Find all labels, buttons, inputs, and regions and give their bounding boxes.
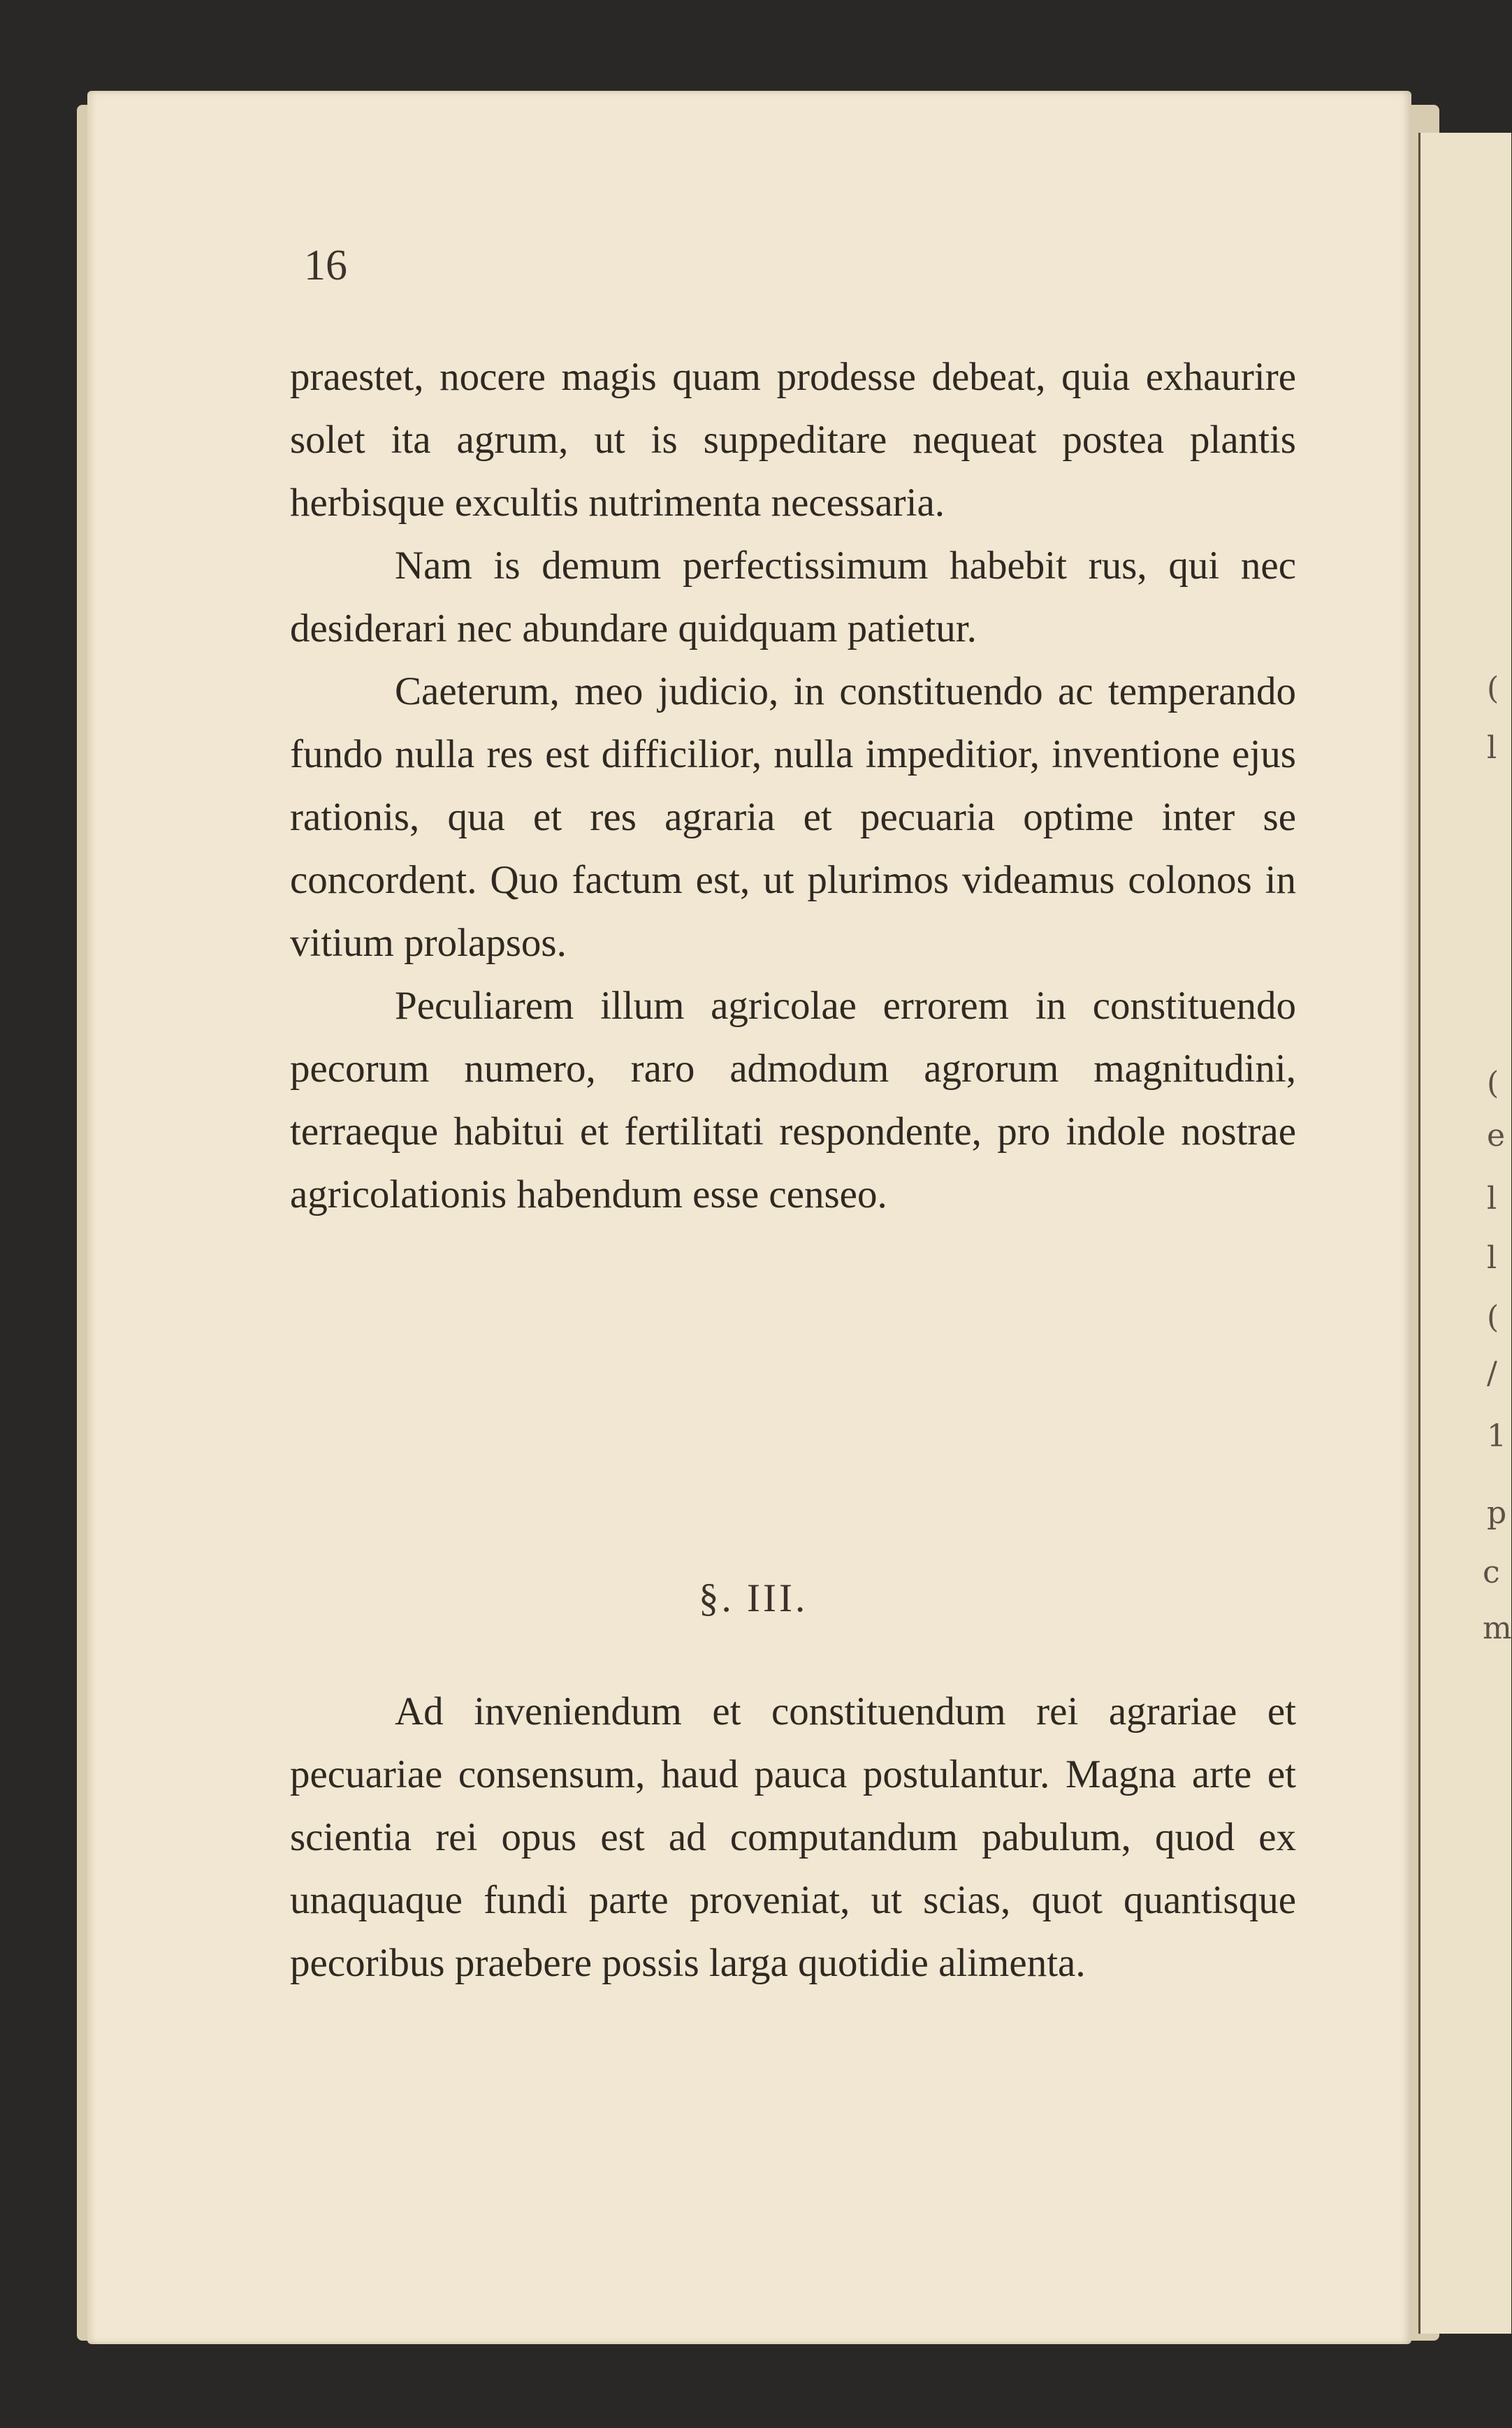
section-text [290, 1680, 1296, 1995]
next-page-edge [1418, 133, 1511, 2334]
next-page-fragment: l [1487, 730, 1497, 766]
paragraph: Ad inveniendum et constituendum rei agrariae et pecuariae consensum, haud pauca postulantur. Magna arte et scientia rei opus est ad computandum pabulum, quod ex unaquaque fundi parte proveniat, ut scias, quot quantisque pecoribus praebere possis larga quotidie alimenta. [290, 1689, 1296, 1985]
next-page-fragment: 1 [1487, 1418, 1506, 1454]
next-page-fragment: p [1487, 1495, 1507, 1531]
main-text [290, 346, 1296, 1226]
next-page-fragment: e [1487, 1118, 1506, 1154]
next-page-fragment: l [1487, 1240, 1497, 1276]
next-page-fragment: ( [1487, 1300, 1499, 1335]
next-page-fragment: c [1483, 1555, 1500, 1590]
paragraph: Caeterum, meo judicio, in constituendo ac temperando fundo nulla res est difficilior, nulla impeditior, inventione ejus rationis, qua et res agraria et pecuaria optime inter se concordent. Quo factum est, ut plurimos videamus colonos in vitium prolapsos. [290, 669, 1296, 965]
paragraph: Peculiarem illum agricolae errorem in constituendo pecorum numero, raro admodum agrorum magnitudini, terraeque habitui et fertilitati respondente, pro indole nostrae agricolationis habendum esse censeo. [290, 984, 1296, 1216]
next-page-fragment: ( [1487, 671, 1499, 706]
section-heading: §. III. [699, 1576, 808, 1620]
next-page-fragment: l [1487, 1181, 1497, 1216]
paragraph: praestet, nocere magis quam prodesse debeat, quia exhaurire solet ita agrum, ut is suppeditare nequeat postea plantis herbisque excultis nutrimenta necessaria. [290, 355, 1296, 525]
next-page-fragment: m [1483, 1611, 1512, 1646]
paragraph: Nam is demum perfectissimum habebit rus, qui nec desiderari nec abundare quidquam patietur. [290, 544, 1296, 650]
next-page-fragment: ( [1487, 1066, 1499, 1101]
next-page-fragment: / [1487, 1355, 1497, 1391]
page-number: 16 [304, 242, 347, 289]
